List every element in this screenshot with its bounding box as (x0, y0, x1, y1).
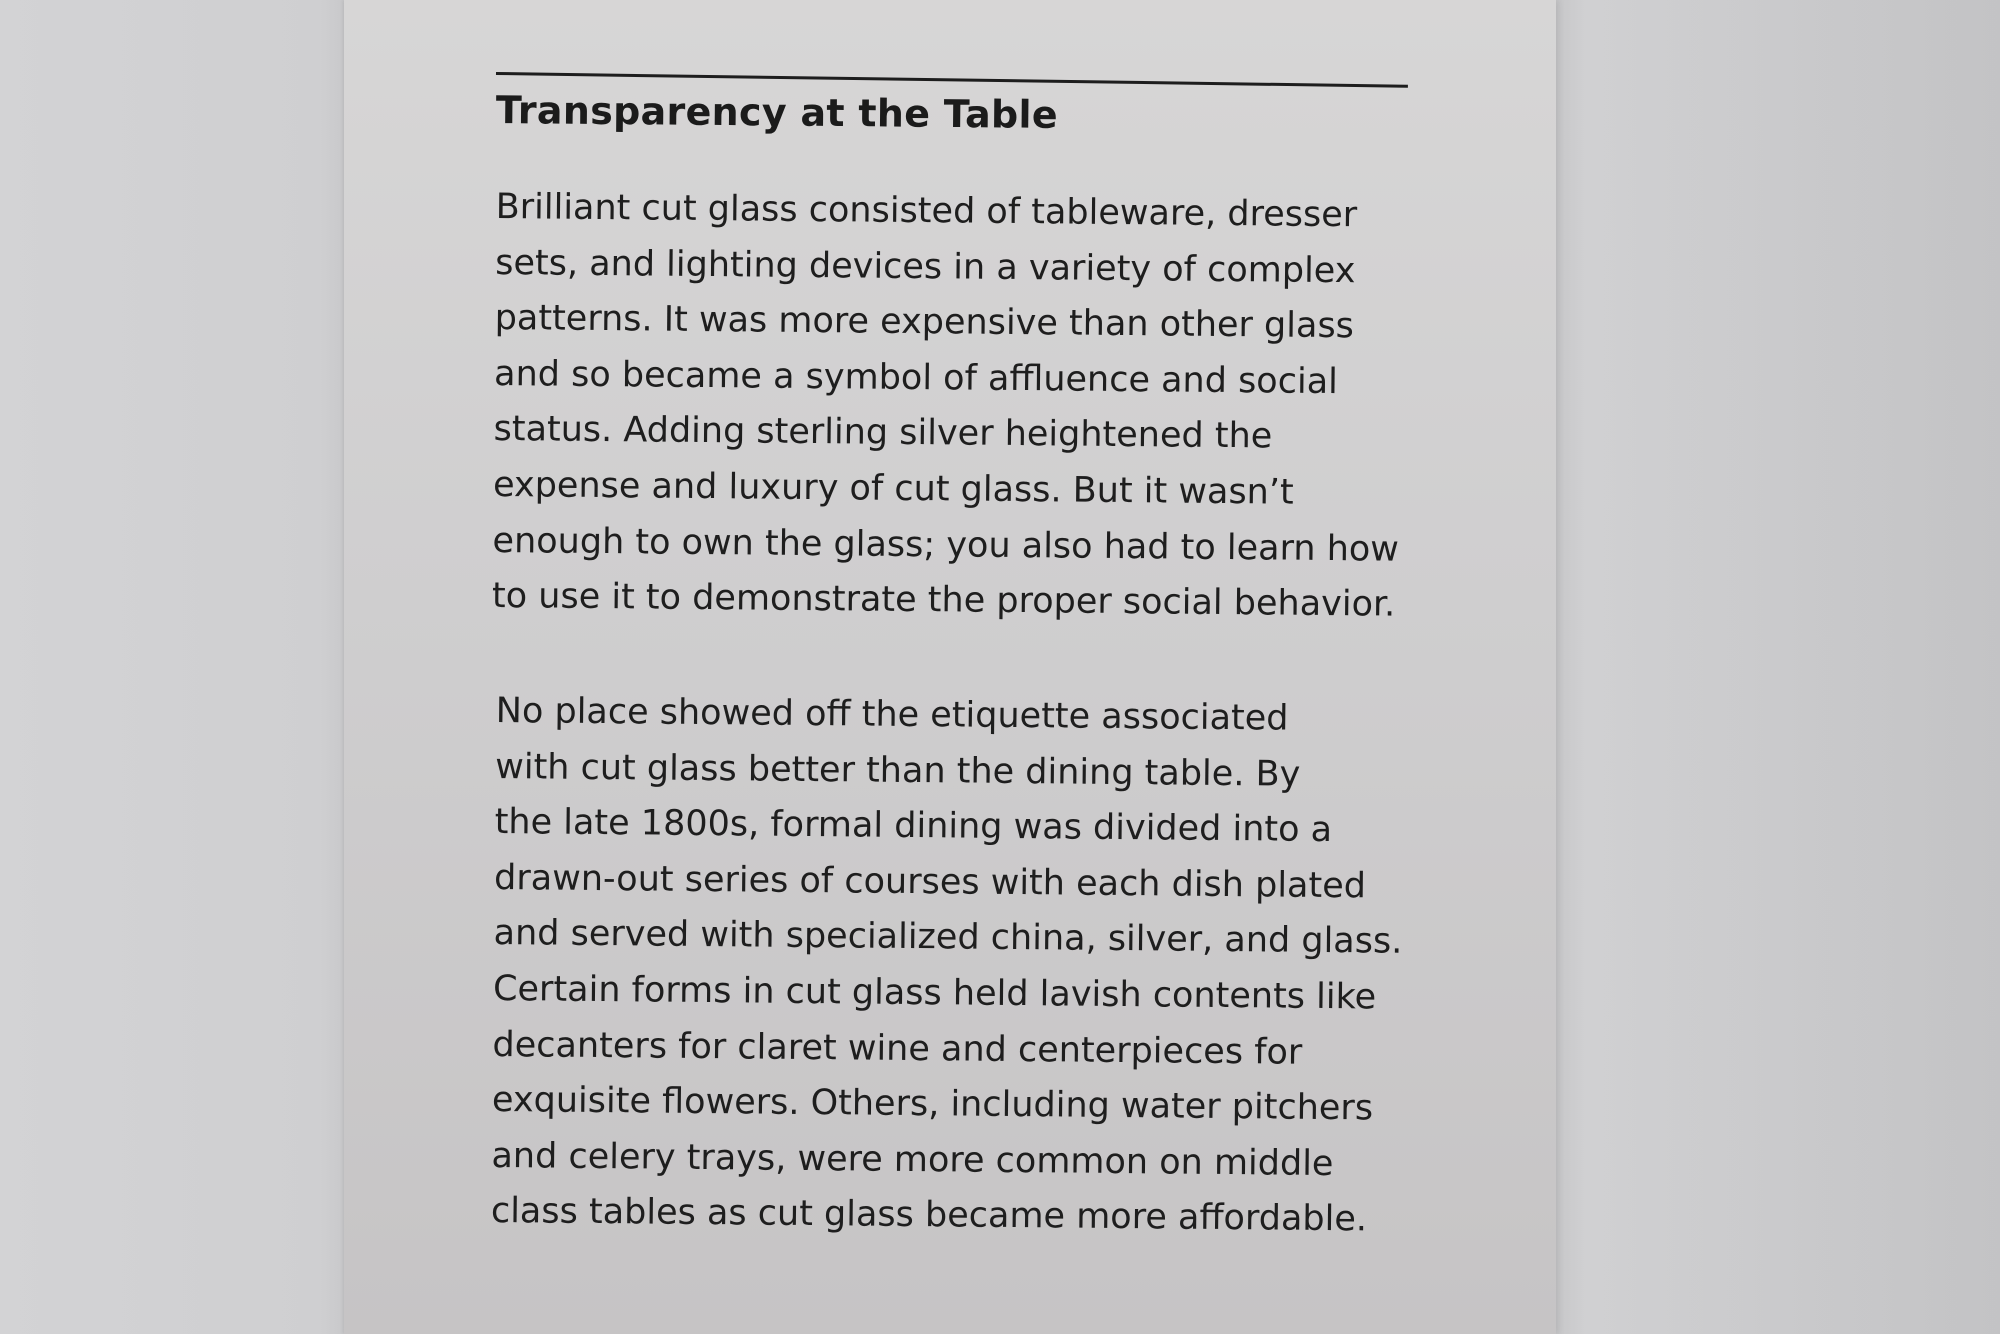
text-line: to use it to demonstrate the proper social behavior. (491, 576, 1396, 625)
text-line: decanters for claret wine and centerpieces for (492, 1024, 1303, 1073)
exhibit-title: Transparency at the Table (495, 88, 1059, 137)
text-line: patterns. It was more expensive than other glass (494, 298, 1355, 347)
text-line: drawn-out series of courses with each dish plated (493, 857, 1367, 907)
text-line: Brilliant cut glass consisted of tableware, dresser (495, 186, 1358, 236)
text-line: and served with specialized china, silver, and glass. (493, 913, 1403, 963)
wall-corner-shadow (1540, 0, 2000, 1334)
text-line: and so became a symbol of affluence and social (493, 353, 1339, 402)
text-line: and celery trays, were more common on middle (491, 1135, 1334, 1184)
text-line: expense and luxury of cut glass. But it wasn’t (492, 464, 1294, 513)
text-line: the late 1800s, formal dining was divided into a (494, 802, 1333, 851)
text-line: No place showed off the etiquette associated (495, 690, 1289, 739)
text-line: sets, and lighting devices in a variety of complex (495, 242, 1356, 291)
exhibit-paragraph-2 (491, 684, 1426, 1249)
text-line: Certain forms in cut glass held lavish contents like (492, 968, 1377, 1018)
exhibit-paragraph-1 (492, 180, 1426, 634)
text-line: exquisite flowers. Others, including water pitchers (491, 1080, 1374, 1129)
text-line: status. Adding sterling silver heightened the (493, 409, 1273, 457)
text-line: enough to own the glass; you also had to learn how (492, 520, 1400, 570)
text-line: with cut glass better than the dining table. By (495, 746, 1301, 795)
text-line: class tables as cut glass became more affordable. (490, 1191, 1368, 1240)
